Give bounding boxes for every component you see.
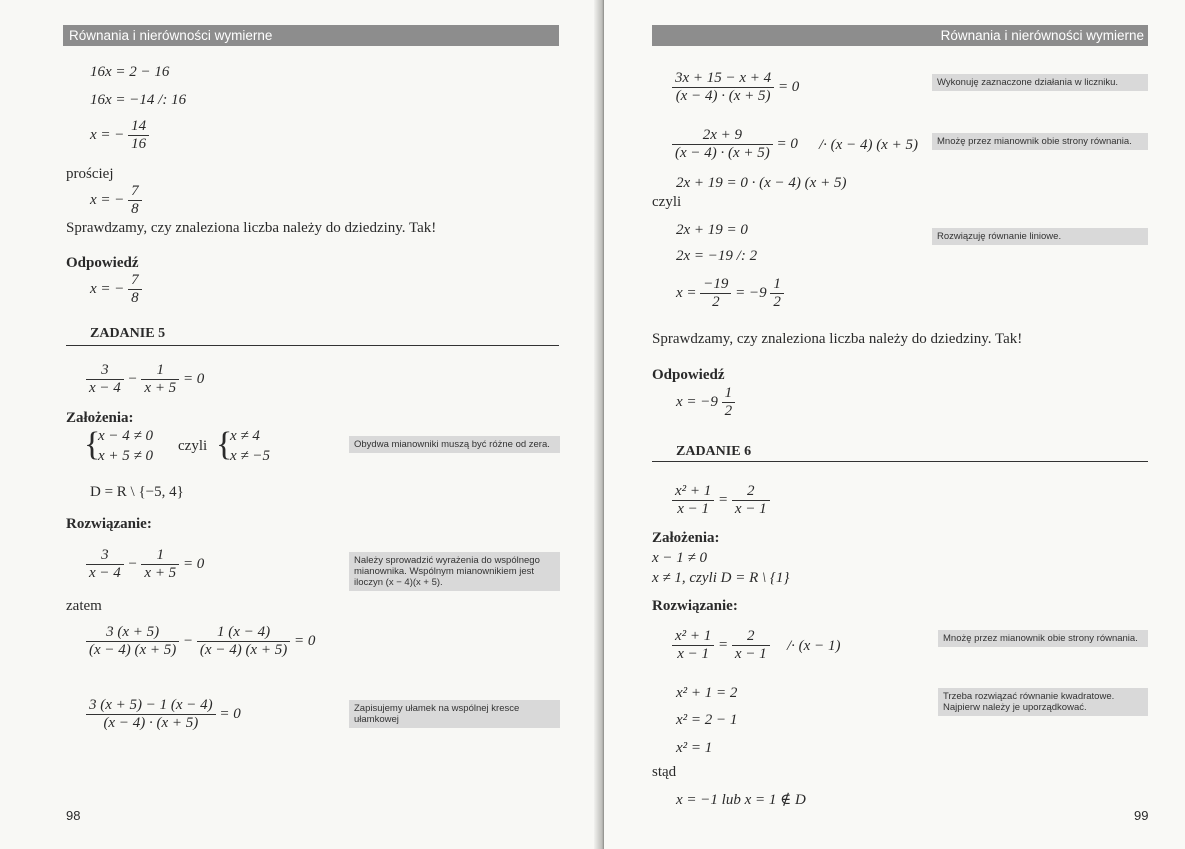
multiply-text: /· (x − 1) [787,638,841,654]
equation-lhs: x = [676,284,697,301]
equation-line: 16x = 2 − 16 [90,64,170,80]
task-divider [652,461,1148,462]
side-note: Rozwiązuję równanie liniowe. [932,228,1148,245]
equation-rhs: = 0 [777,78,800,95]
fraction-numerator: 7 [128,183,142,201]
fraction-denominator: x − 1 [734,646,767,662]
fraction-numerator: 1 (x − 4) [197,624,290,642]
fraction-denominator: 2 [724,403,733,419]
fraction-numerator: x² + 1 [672,628,714,646]
equation-lhs: x = − [90,126,125,143]
fraction-denominator: 16 [131,136,147,152]
fraction-denominator: x − 1 [677,501,710,517]
text-line: prościej [66,166,114,182]
fraction-numerator: 14 [128,118,149,136]
fraction-denominator: 2 [773,294,781,310]
fraction-numerator: 2 [732,628,770,646]
equation-rhs: = 0 [293,632,316,649]
task-divider [66,345,559,346]
equation-line: 2x = −19 /: 2 [676,248,758,264]
fraction-denominator: (x − 4) (x + 5) [89,642,177,658]
fraction-denominator: x + 5 [144,380,177,396]
fraction-denominator: x − 1 [677,646,710,662]
side-note: Zapisujemy ułamek na wspólnej kresce ułamkowej [349,700,560,728]
fraction-denominator: x − 4 [89,565,121,581]
solution-equation [672,628,770,663]
fraction-denominator: (x − 4) · (x + 5) [103,715,199,731]
equation-line [672,70,799,105]
fraction-denominator: 8 [131,290,139,306]
answer-label: Odpowiedź [652,367,725,383]
fraction-denominator: x − 1 [734,501,767,517]
equation-line: 2x + 19 = 0 · (x − 4) (x + 5) [676,175,847,191]
fraction-numerator: 3 [86,362,124,380]
solution-equation [86,547,204,582]
fraction-denominator: x + 5 [144,565,177,581]
assumptions-label: Założenia: [66,410,134,426]
fraction-denominator: 8 [131,201,139,217]
fraction-numerator: 7 [128,272,142,290]
text-line: stąd [652,764,677,780]
task-equation [86,362,204,397]
condition-result: x ≠ −5 [230,448,271,464]
equation-rhs: = 0 [182,370,205,387]
domain-text: D = R \ {−5, 4} [90,484,184,500]
page-header: Równania i nierówności wymierne [63,25,559,46]
operator: − [183,632,194,649]
equation-line [676,276,784,311]
fraction-denominator: (x − 4) · (x + 5) [675,145,770,161]
check-text: Sprawdzamy, czy znaleziona liczba należy do dziedziny. Tak! [652,331,1023,347]
equation-lhs: x = −9 [676,393,718,410]
fraction-numerator: 2 [732,483,770,501]
multiply-text: /· (x − 4) (x + 5) [819,137,918,153]
equation-line [90,183,142,218]
task-title: ZADANIE 6 [676,444,752,459]
task-equation [672,483,770,518]
fraction-numerator: 3 [86,547,124,565]
fraction-numerator: x² + 1 [672,483,714,501]
fraction-numerator: 1 [141,547,179,565]
equation-line: x² = 2 − 1 [676,712,738,728]
page-header: Równania i nierówności wymierne [652,25,1148,46]
side-note: Należy sprowadzić wyrażenia do wspólnego mianownika. Wspólnym mianownikiem jest iloczyn (x − 4)(x + 5). [349,552,560,591]
brace-icon: { [216,426,233,463]
fraction-numerator: 1 [770,276,784,294]
check-text: Sprawdzamy, czy znaleziona liczba należy do dziedziny. Tak! [66,220,437,236]
fraction-numerator: 1 [141,362,179,380]
equation-lhs: x = − [90,191,125,208]
condition: x ≠ 1, czyli D = R \ {1} [652,570,790,586]
equation-line: 16x = −14 /: 16 [90,92,187,108]
fraction-numerator: −19 [700,276,731,294]
equation-mid: = −9 [735,284,767,301]
assumptions-label: Założenia: [652,530,720,546]
equation-rhs: = 0 [776,135,798,152]
equation-line: x = −1 lub x = 1 ∉ D [676,792,806,808]
answer-label: Odpowiedź [66,255,139,271]
brace-icon: { [84,426,101,463]
side-note: Obydwa mianowniki muszą być różne od zera. [349,436,560,453]
side-note: Mnożę przez mianownik obie strony równania. [938,630,1148,647]
fraction-numerator: 1 [722,385,736,403]
solution-equation [86,624,315,659]
condition: x − 1 ≠ 0 [652,550,708,566]
task-title: ZADANIE 5 [90,326,166,341]
text-line: zatem [66,598,102,614]
page-number: 99 [1134,808,1149,823]
page-number: 98 [66,808,81,823]
equation-line: x² + 1 = 2 [676,685,738,701]
fraction-numerator: 3x + 15 − x + 4 [672,70,774,88]
fraction-denominator: x − 4 [89,380,121,396]
equation-rhs: = 0 [182,555,205,572]
condition: x + 5 ≠ 0 [98,448,154,464]
fraction-denominator: 2 [712,294,720,310]
solution-label: Rozwiązanie: [66,516,152,532]
fraction-numerator: 3 (x + 5) [86,624,179,642]
czyli-text: czyli [178,438,208,454]
operator: − [127,555,138,572]
fraction-numerator: 3 (x + 5) − 1 (x − 4) [86,697,216,715]
equation-line [672,127,798,162]
right-page [604,0,1185,849]
condition-result: x ≠ 4 [230,428,260,444]
operator: = [718,636,729,653]
equation-rhs: = 0 [219,705,241,722]
equation-lhs: x = − [90,280,125,297]
equation-line: 2x + 19 = 0 [676,222,748,238]
condition: x − 4 ≠ 0 [98,428,154,444]
equation-line: x² = 1 [676,740,713,756]
solution-label: Rozwiązanie: [652,598,738,614]
answer-equation [676,385,735,420]
fraction-numerator: 2x + 9 [672,127,773,145]
operator: = [718,491,729,508]
side-note: Mnożę przez mianownik obie strony równania. [932,133,1148,150]
solution-equation [86,697,241,732]
text-line: czyli [652,194,682,210]
answer-equation [90,272,142,307]
fraction-denominator: (x − 4) (x + 5) [199,642,288,658]
side-note: Trzeba rozwiązać równanie kwadratowe. Najpierw należy je uporządkować. [938,688,1148,716]
side-note: Wykonuję zaznaczone działania w liczniku. [932,74,1148,91]
equation-line [90,118,149,153]
fraction-denominator: (x − 4) · (x + 5) [675,88,771,104]
operator: − [127,370,138,387]
